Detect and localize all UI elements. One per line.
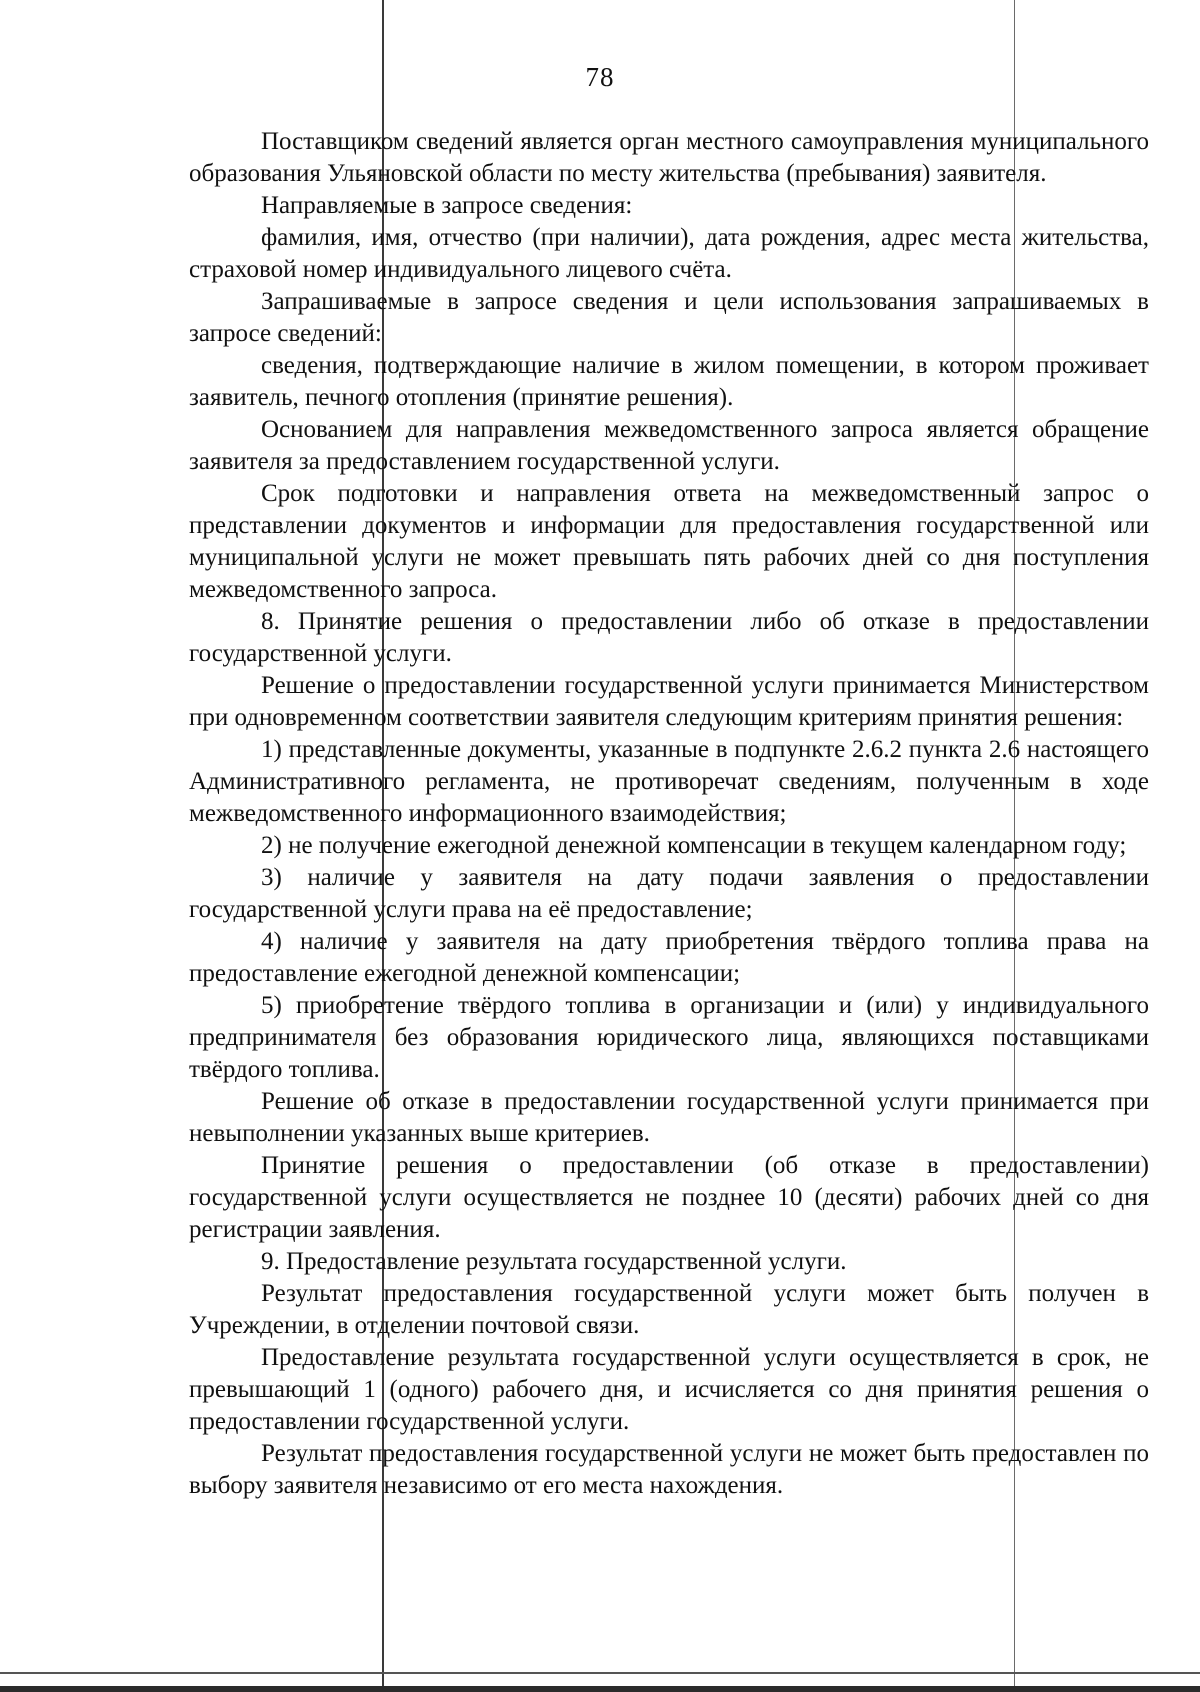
paragraph: Поставщиком сведений является орган местного самоуправления муниципального образования Ульяновской области по месту жительства (пребывания) заявителя. bbox=[189, 128, 1149, 187]
paragraph: фамилия, имя, отчество (при наличии), дата рождения, адрес места жительства, страховой номер индивидуального лицевого счёта. bbox=[189, 224, 1149, 283]
paragraph: Принятие решения о предоставлении (об отказе в предоставлении) государственной услуги осуществляется не позднее 10 (десяти) рабочих дней со дня регистрации заявления. bbox=[189, 1152, 1149, 1243]
section-heading: 9. Предоставление результата государственной услуги. bbox=[261, 1248, 847, 1275]
paragraph: Решение об отказе в предоставлении государственной услуги принимается при невыполнении указанных выше критериев. bbox=[189, 1088, 1149, 1147]
list-item: 4) наличие у заявителя на дату приобретения твёрдого топлива права на предоставление ежегодной денежной компенсации; bbox=[189, 928, 1149, 987]
paragraph: Срок подготовки и направления ответа на межведомственный запрос о представлении документов и информации для предоставления государственной или муниципальной услуги не может превышать пять рабочих дней со дня поступления межведомственного запроса. bbox=[189, 480, 1149, 603]
list-item: 5) приобретение твёрдого топлива в организации и (или) у индивидуального предпринимателя без образования юридического лица, являющихся поставщиками твёрдого топлива. bbox=[189, 992, 1149, 1083]
list-item: 3) наличие у заявителя на дату подачи заявления о предоставлении государственной услуги права на её предоставление; bbox=[189, 864, 1149, 923]
paragraph: Основанием для направления межведомственного запроса является обращение заявителя за предоставлением государственной услуги. bbox=[189, 416, 1149, 475]
paragraph: Направляемые в запросе сведения: bbox=[261, 192, 633, 219]
scan-bottom-edge bbox=[0, 1686, 1200, 1692]
paragraph: Результат предоставления государственной услуги может быть получен в Учреждении, в отделении почтовой связи. bbox=[189, 1280, 1149, 1339]
document-body bbox=[189, 126, 1149, 1502]
paragraph: сведения, подтверждающие наличие в жилом помещении, в котором проживает заявитель, печного отопления (принятие решения). bbox=[189, 352, 1149, 411]
paragraph: Результат предоставления государственной услуги не может быть предоставлен по выбору заявителя независимо от его места нахождения. bbox=[189, 1440, 1149, 1499]
list-item: 1) представленные документы, указанные в подпункте 2.6.2 пункта 2.6 настоящего Административного регламента, не противоречат сведениям, полученным в ходе межведомственного информационного взаимодействия; bbox=[189, 736, 1149, 827]
page-number: 78 bbox=[585, 62, 615, 92]
paragraph: Решение о предоставлении государственной услуги принимается Министерством при одновременном соответствии заявителя следующим критериям принятия решения: bbox=[189, 672, 1149, 731]
section-heading: 8. Принятие решения о предоставлении либо об отказе в предоставлении государственной услуги. bbox=[189, 608, 1149, 667]
scan-bottom-rule bbox=[0, 1672, 1200, 1674]
paragraph: Предоставление результата государственной услуги осуществляется в срок, не превышающий 1 (одного) рабочего дня, и исчисляется со дня принятия решения о предоставлении государственной услуги. bbox=[189, 1344, 1149, 1435]
list-item: 2) не получение ежегодной денежной компенсации в текущем календарном году; bbox=[261, 832, 1127, 859]
paragraph: Запрашиваемые в запросе сведения и цели использования запрашиваемых в запросе сведений: bbox=[189, 288, 1149, 347]
